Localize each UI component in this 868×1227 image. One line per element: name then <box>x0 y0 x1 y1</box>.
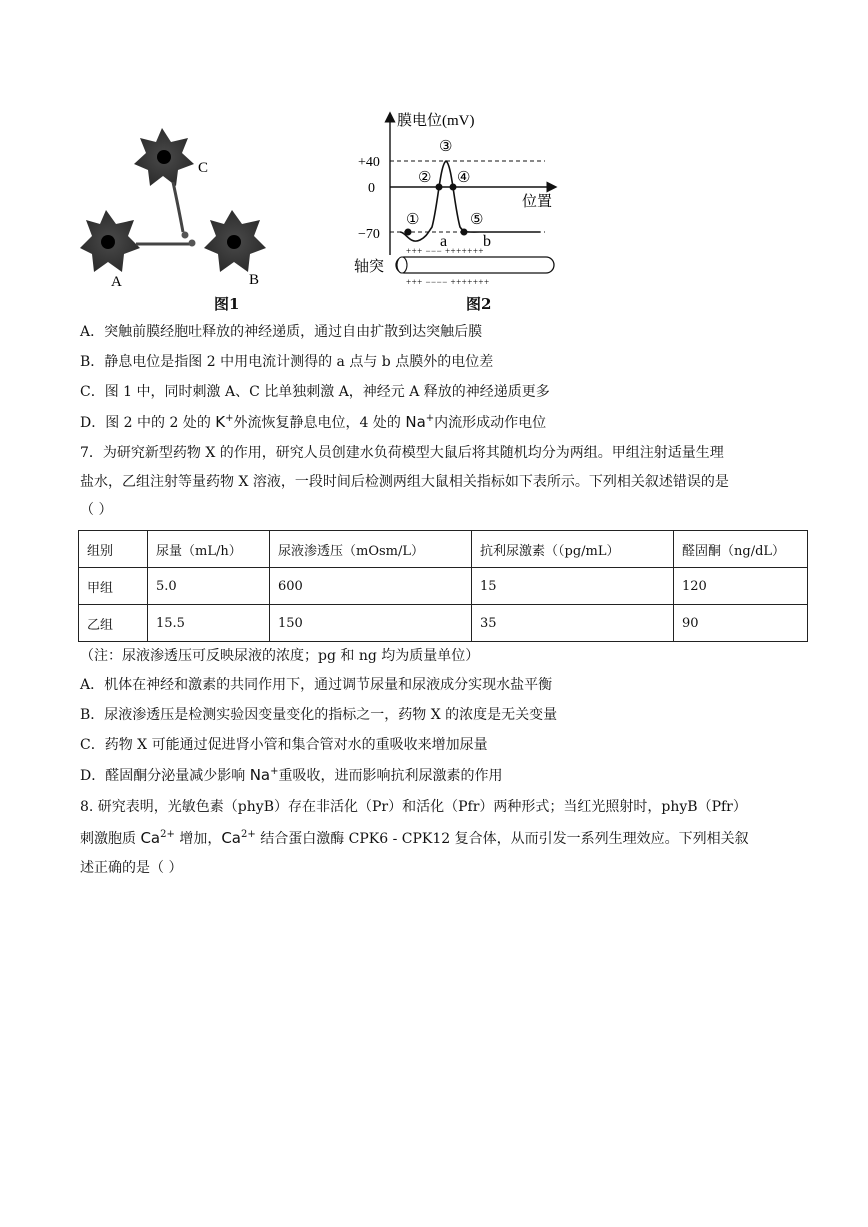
table-header: 尿量（mL/h） <box>148 531 270 568</box>
q7-note: （注：尿液渗透压可反映尿液的浓度；pg 和 ng 均为质量单位） <box>80 648 480 664</box>
label-c: C <box>198 160 209 176</box>
point-4 <box>450 184 457 191</box>
table-row <box>79 605 808 642</box>
point-label-4: ④ <box>457 170 471 186</box>
q7-option-c: C．药物 X 可能通过促进肾小管和集合管对水的重吸收来增加尿量 <box>80 737 488 753</box>
figure-2-caption: 图2 <box>466 295 492 313</box>
label-a: A <box>111 274 122 290</box>
table-cell: 15.5 <box>148 605 270 642</box>
q7-option-a: A．机体在神经和激素的共同作用下，通过调节尿量和尿液成分实现水盐平衡 <box>80 677 553 693</box>
point-2 <box>436 184 443 191</box>
tick-minus70: −70 <box>358 227 380 242</box>
tick-plus40: +40 <box>358 155 380 170</box>
q8-stem-line-2: 刺激胞质 $Ca^{2+}$ 增加，$Ca^{2+}$ 结合蛋白激酶 CPK6 - CPK12 复合体，从而引发一系列生理效应。下列相关叙 <box>80 829 749 847</box>
table-cell: 15 <box>472 568 674 605</box>
figure-1-caption: 图1 <box>214 295 240 313</box>
point-label-3: ③ <box>439 139 453 155</box>
table-cell: 乙组 <box>79 605 148 642</box>
q7-option-b: B．尿液渗透压是检测实验因变量变化的指标之一，药物 X 的浓度是无关变量 <box>80 707 558 723</box>
table-cell: 甲组 <box>79 568 148 605</box>
table-cell: 120 <box>674 568 808 605</box>
q7-stem-line-3: （ ） <box>80 502 113 518</box>
figure-2-membrane-potential <box>340 105 570 295</box>
point-label-5: ⑤ <box>470 212 484 228</box>
table-cell: 35 <box>472 605 674 642</box>
q8-stem-line-3: 述正确的是（ ） <box>80 860 183 876</box>
table-cell: 5.0 <box>148 568 270 605</box>
table-header: 抗利尿激素（（pg/mL） <box>472 531 674 568</box>
figure-1-neurons <box>78 120 318 295</box>
x-axis-label: 位置 <box>522 194 553 210</box>
axon-shape <box>396 257 554 273</box>
q7-stem-line-1: 7．为研究新型药物 X 的作用，研究人员创建水负荷模型大鼠后将其随机均分为两组。甲组注射适量生理 <box>80 445 724 461</box>
point-label-2: ② <box>418 170 432 186</box>
table-header: 醛固酮（ng/dL） <box>674 531 808 568</box>
neuron-a <box>80 210 140 272</box>
charges-top: +++ −−− +++++++ <box>406 246 484 256</box>
q6-option-a: A．突触前膜经胞吐释放的神经递质，通过自由扩散到达突触后膜 <box>80 324 483 340</box>
axon-label: 轴突 <box>354 259 385 275</box>
label-b: B <box>249 272 260 288</box>
table-header: 尿液渗透压（mOsm/L） <box>270 531 472 568</box>
neuron-b <box>204 210 266 272</box>
table-cell: 600 <box>270 568 472 605</box>
y-axis-label: 膜电位(mV) <box>397 113 475 129</box>
table-cell: 150 <box>270 605 472 642</box>
point-5 <box>461 229 468 236</box>
tick-zero: 0 <box>368 181 375 196</box>
point-1 <box>405 229 412 236</box>
q6-option-b: B．静息电位是指图 2 中用电流计测得的 a 点与 b 点膜外的电位差 <box>80 354 494 370</box>
q6-option-d: D．图 2 中的 2 处的 K+外流恢复静息电位，4 处的 Na+内流形成动作电位 <box>80 413 547 431</box>
charges-bottom: +++ −−−− +++++++ <box>406 277 490 287</box>
q7-data-table <box>78 530 808 642</box>
axon-c <box>173 182 183 232</box>
table-cell: 90 <box>674 605 808 642</box>
table-row <box>79 568 808 605</box>
position-b: b <box>483 233 491 250</box>
q7-option-d: D．醛固酮分泌量减少影响 Na+重吸收，进而影响抗利尿激素的作用 <box>80 766 503 784</box>
point-label-1: ① <box>406 212 420 228</box>
position-a: a <box>440 233 448 250</box>
table-header: 组别 <box>79 531 148 568</box>
q6-option-c: C．图 1 中，同时刺激 A、C 比单独刺激 A，神经元 A 释放的神经递质更多 <box>80 384 550 400</box>
table-header-row <box>79 531 808 568</box>
q7-stem-line-2: 盐水，乙组注射等量药物 X 溶液，一段时间后检测两组大鼠相关指标如下表所示。下列相关叙述错误的是 <box>80 474 729 490</box>
q8-stem-line-1: 8. 研究表明，光敏色素（phyB）存在非活化（Pr）和活化（Pfr）两种形式；当红光照射时，phyB（Pfr） <box>80 799 747 815</box>
neuron-c <box>134 128 194 186</box>
